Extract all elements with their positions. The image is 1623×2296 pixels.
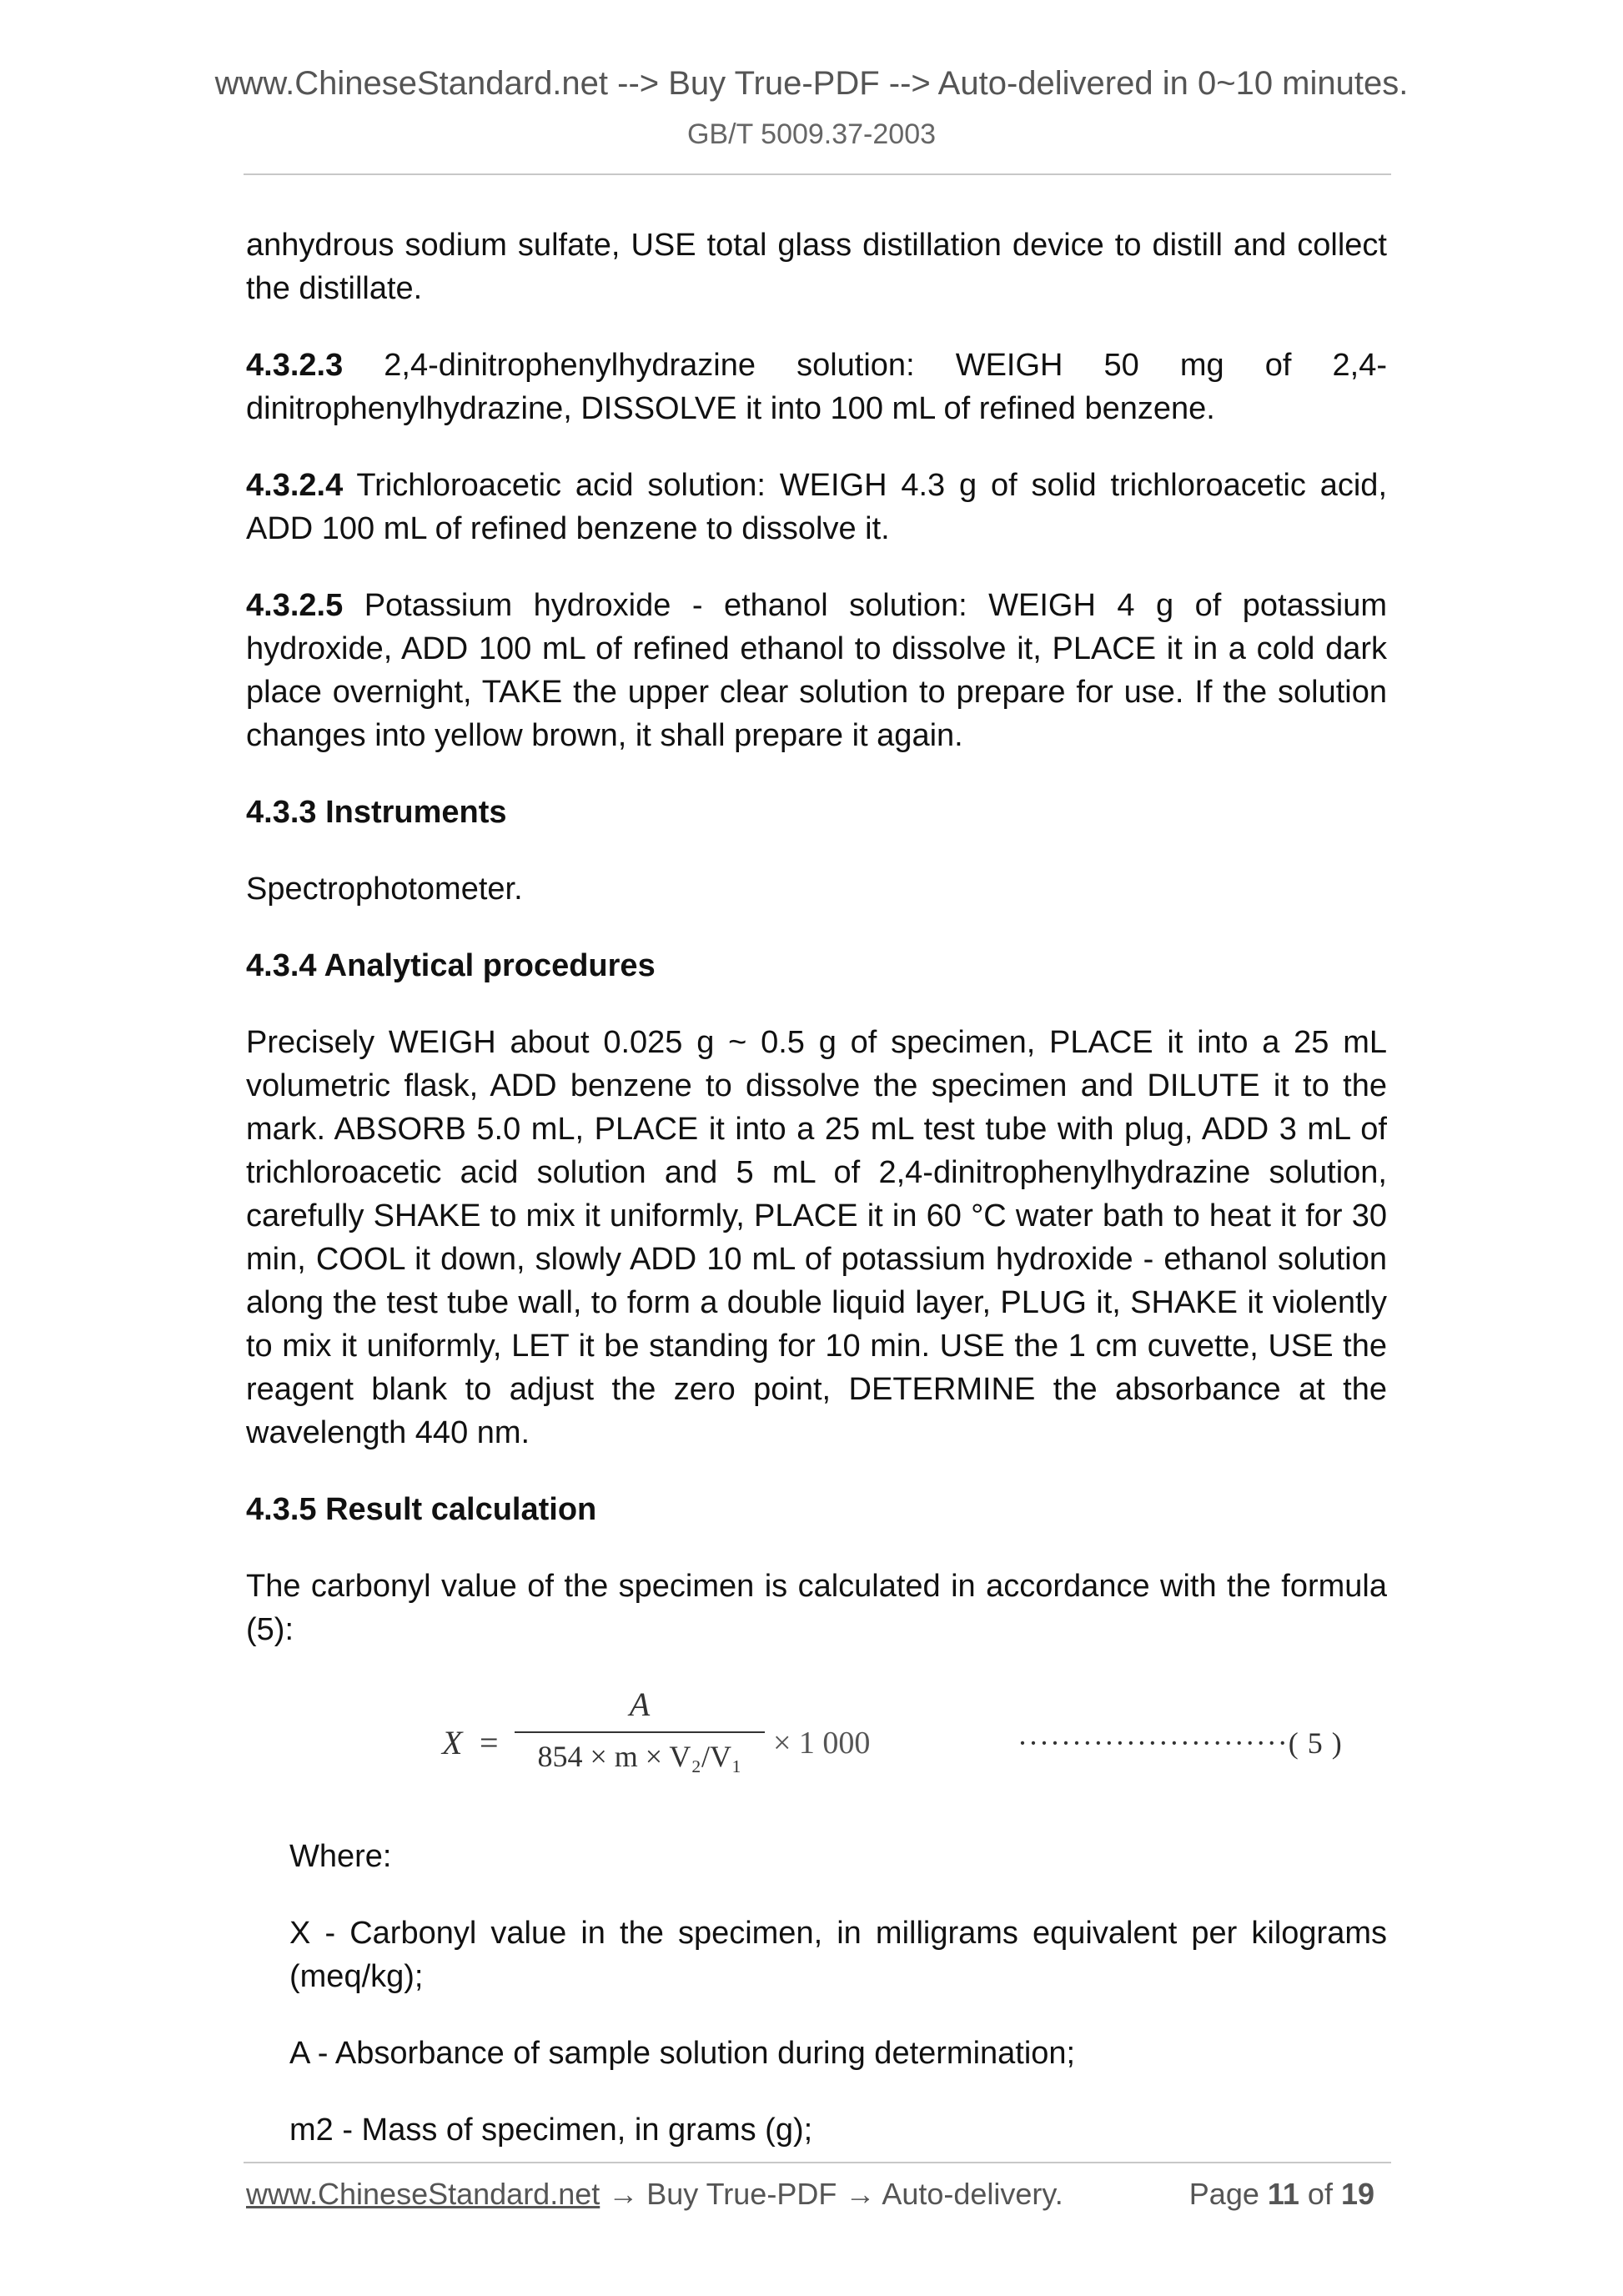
clause-text: Trichloroacetic acid solution: WEIGH 4.3 g of solid trichloroacetic acid, ADD 100 mL of refined benzene to dissolve it. bbox=[246, 468, 1387, 546]
heading-instruments: 4.3.3 Instruments bbox=[246, 795, 507, 830]
paragraph-analytical-procedures: Precisely WEIGH about 0.025 g ~ 0.5 g of specimen, PLACE it into a 25 mL volumetric flask, ADD benzene to dissolve the specimen and DILUTE it to the mark. ABSORB 5.0 mL, PLACE it into a 25 mL test tube with plug, ADD 3 mL of trichloroacetic acid solution and 5 mL of 2,4-dinitrophenylhydrazine solution, carefully SHAKE to mix it uniformly, PLACE it in 60 °C water bath to heat it for 30 min, COOL it down, slowly ADD 10 mL of potassium hydroxide - ethanol solution along the test tube wall, to form a double liquid layer, PLUG it, SHAKE it violently to mix it uniformly, LET it be standing for 10 min. USE the 1 cm cuvette, USE the reagent blank to adjust the zero point, DETERMINE the absorbance at the wavelength 440 nm. bbox=[246, 1025, 1387, 1450]
heading-analytical-procedures: 4.3.4 Analytical procedures bbox=[246, 948, 656, 983]
clause-number: 4.3.2.4 bbox=[246, 468, 344, 503]
paragraph-instruments: Spectrophotometer. bbox=[246, 872, 523, 907]
formula-fraction bbox=[515, 1685, 765, 1775]
footer-divider bbox=[244, 2162, 1391, 2163]
header-divider bbox=[244, 173, 1391, 175]
formula-lhs: X bbox=[442, 1724, 463, 1761]
formula-equals: = bbox=[480, 1724, 499, 1761]
header-banner: www.ChineseStandard.net --> Buy True-PDF --> Auto-delivered in 0~10 minutes. bbox=[214, 65, 1409, 102]
footer-tagline: → Buy True-PDF → Auto-delivery. bbox=[600, 2177, 1063, 2211]
where-label: Where: bbox=[289, 1839, 392, 1874]
formula-denominator: 854 × m × V₂/V₁ bbox=[537, 1740, 742, 1773]
paragraph-result-calculation: The carbonyl value of the specimen is calculated in accordance with the formula (5): bbox=[246, 1569, 1387, 1647]
formula-numerator: A bbox=[629, 1686, 651, 1723]
total-pages: 19 bbox=[1340, 2177, 1374, 2211]
page-indicator bbox=[1189, 2177, 1374, 2212]
footer-site-link[interactable]: www.ChineseStandard.net bbox=[246, 2177, 600, 2211]
page-content bbox=[246, 224, 1387, 2185]
formula-5 bbox=[246, 1685, 1387, 1810]
definition-x: X - Carbonyl value in the specimen, in milligrams equivalent per kilograms (meq/kg); bbox=[289, 1916, 1387, 1994]
definition-m2: m2 - Mass of specimen, in grams (g); bbox=[289, 2113, 813, 2148]
formula-multiplier: × 1 000 bbox=[773, 1726, 871, 1761]
clause-text: Potassium hydroxide - ethanol solution: WEIGH 4 g of potassium hydroxide, ADD 100 mL of refined ethanol to dissolve it, PLACE it in a cold dark place overnight, TAKE the upper clear solution to prepare for use. If the solution changes into yellow brown, it shall prepare it again. bbox=[246, 588, 1387, 753]
clause-4-3-2-5 bbox=[246, 584, 1387, 757]
clause-4-3-2-3 bbox=[246, 344, 1387, 430]
clause-4-3-2-4 bbox=[246, 464, 1387, 550]
page-word: Page bbox=[1188, 2177, 1268, 2211]
standard-number: GB/T 5009.37-2003 bbox=[686, 118, 937, 150]
fraction-bar bbox=[515, 1731, 765, 1733]
of-word: of bbox=[1299, 2177, 1341, 2211]
paragraph-distillate: anhydrous sodium sulfate, USE total glass distillation device to distill and collect the distillate. bbox=[246, 228, 1387, 306]
clause-number: 4.3.2.3 bbox=[246, 348, 344, 383]
current-page: 11 bbox=[1267, 2177, 1299, 2211]
variable-definitions bbox=[246, 1835, 1387, 2152]
page-footer bbox=[246, 2177, 1387, 2212]
definition-a: A - Absorbance of sample solution during determination; bbox=[289, 2036, 1076, 2071]
clause-text: 2,4-dinitrophenylhydrazine solution: WEIGH 50 mg of 2,4-dinitrophenylhydrazine, DISSOLVE it into 100 mL of refined benzene. bbox=[246, 348, 1387, 426]
heading-result-calculation: 4.3.5 Result calculation bbox=[246, 1492, 597, 1527]
formula-label: ·························( 5 ) bbox=[1018, 1726, 1343, 1760]
clause-number: 4.3.2.5 bbox=[246, 588, 344, 623]
